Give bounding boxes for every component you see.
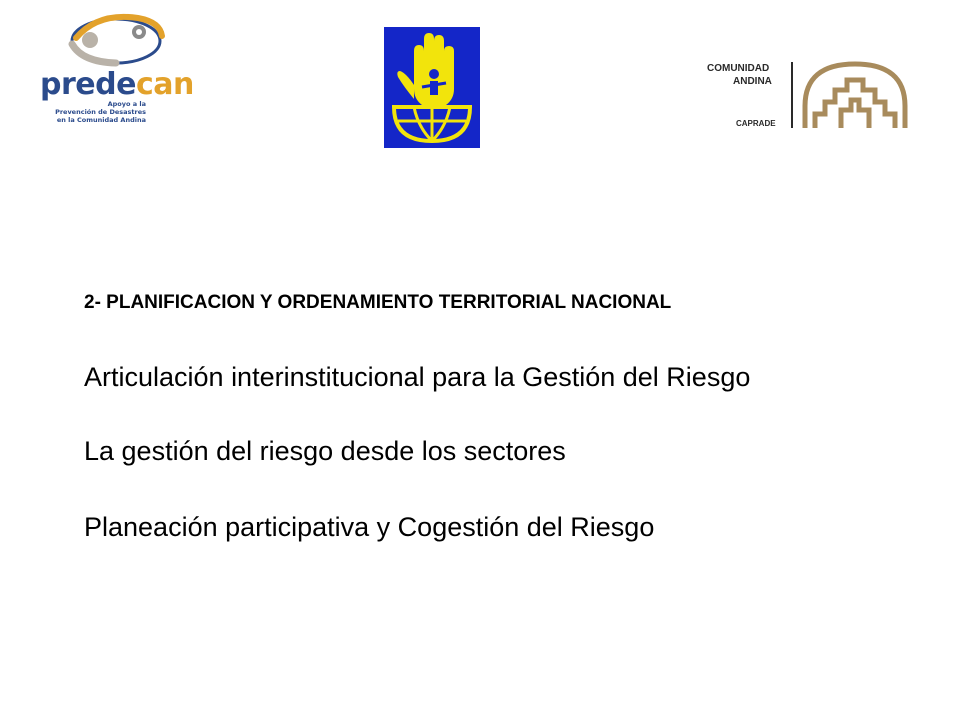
content-item: Planeación participativa y Cogestión del Riesgo: [84, 512, 655, 542]
can-divider: [791, 62, 793, 128]
comunidad-andina-logo: [705, 60, 910, 132]
hand-globe-emblem-icon: [384, 27, 480, 148]
predecan-subtitle-line: Prevención de Desastres: [55, 108, 146, 116]
predecan-emblem-icon: [38, 10, 198, 70]
predecan-word-part2: can: [135, 67, 194, 102]
predecan-subtitle: [38, 100, 146, 124]
section-heading: 2- PLANIFICACION Y ORDENAMIENTO TERRITORIAL NACIONAL: [84, 292, 672, 313]
predecan-wordmark: [40, 67, 194, 102]
predecan-subtitle-line: en la Comunidad Andina: [56, 116, 146, 124]
content-item: Articulación interinstitucional para la Gestión del Riesgo: [84, 362, 751, 392]
caprade-label: CAPRADE: [736, 119, 776, 128]
predecan-word-part1: prede: [40, 67, 136, 102]
can-name-line2: ANDINA: [733, 76, 772, 87]
stepped-arch-icon: [801, 60, 911, 130]
predecan-subtitle-line: Apoyo a la: [107, 100, 146, 108]
predecan-logo: [38, 10, 198, 135]
content-item: La gestión del riesgo desde los sectores: [84, 436, 566, 466]
can-name-line1: COMUNIDAD: [707, 63, 770, 74]
hand-emblem-logo: [384, 27, 480, 148]
